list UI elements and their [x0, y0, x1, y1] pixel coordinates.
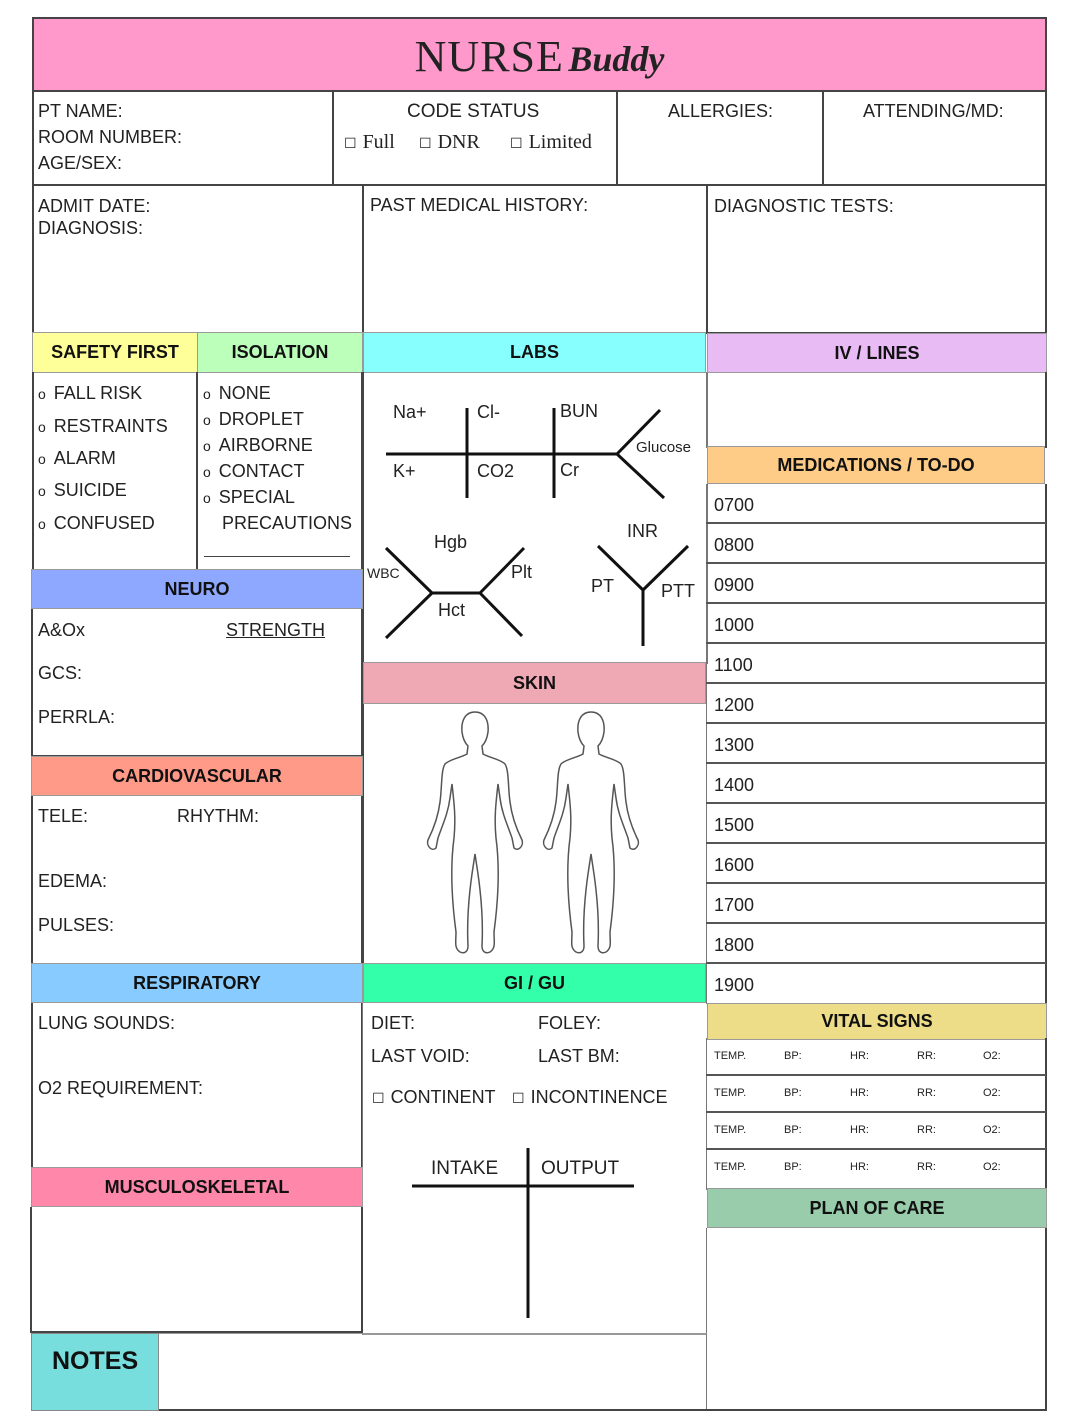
cardio-header: CARDIOVASCULAR [31, 756, 363, 796]
plan-box[interactable] [706, 1228, 1047, 1411]
vitals-row[interactable]: TEMP. BP: HR: RR: O2: [714, 1161, 1001, 1173]
lab-bun: BUN [560, 401, 599, 421]
cardio-edema-label: EDEMA: [38, 871, 108, 891]
isolation-item[interactable]: o AIRBORNE [203, 435, 313, 455]
neuro-strength-label: STRENGTH [226, 620, 325, 640]
attending-label: ATTENDING/MD: [863, 101, 1004, 121]
med-time-row[interactable]: 1200 [706, 684, 1046, 724]
neuro-gcs-label: GCS: [38, 663, 83, 683]
output-label: OUTPUT [541, 1158, 620, 1179]
isolation-item[interactable]: o DROPLET [203, 409, 304, 429]
isolation-header: ISOLATION [197, 332, 363, 373]
plan-header: PLAN OF CARE [707, 1188, 1047, 1228]
cbc-line [480, 593, 522, 636]
med-time-row[interactable]: 1900 [714, 975, 755, 995]
vitals-row[interactable]: TEMP. BP: HR: RR: O2: [706, 1076, 1046, 1113]
vitals-row[interactable]: TEMP. BP: HR: RR: O2: [706, 1039, 1046, 1076]
med-time-row[interactable]: 0700 [706, 484, 1046, 524]
vitals-row[interactable]: TEMP. BP: HR: RR: O2: [706, 1113, 1046, 1150]
pmh-label: PAST MEDICAL HISTORY: [370, 195, 589, 215]
isolation-extra: PRECAUTIONS [222, 513, 353, 533]
safety-divider [196, 372, 198, 570]
intake-output-chart [362, 1140, 707, 1330]
lab-pt: PT [591, 576, 615, 596]
cardio-tele-label: TELE: [38, 806, 89, 826]
lab-wbc: WBC [367, 565, 400, 581]
iv-box[interactable] [706, 372, 1047, 448]
lab-hct: Hct [438, 600, 465, 620]
title-banner [32, 17, 1047, 92]
notes-box[interactable] [159, 1333, 707, 1411]
med-time-row[interactable]: 0800 [706, 524, 1046, 564]
neuro-perrla-label: PERRLA: [38, 707, 116, 727]
meds-header: MEDICATIONS / TO-DO [707, 446, 1045, 484]
body-figure-back[interactable] [536, 706, 646, 960]
title-script: Buddy [568, 39, 665, 79]
resp-o2-label: O2 REQUIREMENT: [38, 1078, 204, 1098]
allergies-label: ALLERGIES: [668, 101, 774, 121]
iv-header: IV / LINES [707, 333, 1047, 373]
lab-k: K+ [393, 461, 416, 481]
safety-item[interactable]: o ALARM [38, 448, 116, 468]
safety-header: SAFETY FIRST [32, 332, 198, 373]
gi-continent-option[interactable]: ☐ CONTINENT [372, 1087, 496, 1107]
code-status-label: CODE STATUS [407, 101, 540, 122]
safety-item[interactable]: o RESTRAINTS [38, 416, 168, 436]
cardio-rhythm-label: RHYTHM: [177, 806, 259, 826]
med-time-row[interactable]: 0900 [706, 564, 1046, 604]
room-number-label: ROOM NUMBER: [38, 127, 182, 147]
gi-last-bm-label: LAST BM: [538, 1046, 620, 1066]
notes-title: NOTES [52, 1347, 139, 1375]
gi-header: GI / GU [363, 963, 706, 1003]
code-option-full[interactable]: ☐ Full [344, 131, 395, 153]
diagnosis-label: DIAGNOSIS: [38, 218, 144, 238]
med-time-row[interactable]: 1000 [706, 604, 1046, 644]
notes-header [31, 1333, 159, 1411]
age-sex-label: AGE/SEX: [38, 153, 123, 173]
lab-na: Na+ [393, 402, 427, 422]
safety-item[interactable]: o FALL RISK [38, 383, 143, 403]
neuro-header: NEURO [31, 569, 363, 609]
msk-header: MUSCULOSKELETAL [31, 1167, 363, 1207]
title-main: NURSE [414, 32, 564, 81]
med-time-row[interactable]: 1600 [706, 844, 1046, 884]
gi-last-void-label: LAST VOID: [371, 1046, 470, 1066]
med-time-row[interactable]: 1400 [706, 764, 1046, 804]
isolation-item[interactable]: o NONE [203, 383, 271, 403]
lab-ptt: PTT [661, 581, 695, 601]
diagnostic-tests-label: DIAGNOSTIC TESTS: [714, 196, 894, 216]
vitals-header: VITAL SIGNS [707, 1003, 1047, 1040]
resp-header: RESPIRATORY [31, 963, 363, 1003]
med-time-row[interactable]: 1300 [706, 724, 1046, 764]
intake-label: INTAKE [431, 1158, 499, 1179]
lab-cr: Cr [560, 460, 579, 480]
code-option-dnr[interactable]: ☐ DNR [419, 131, 480, 153]
safety-item[interactable]: o SUICIDE [38, 480, 127, 500]
lab-hgb: Hgb [434, 532, 468, 552]
lab-inr: INR [627, 521, 658, 541]
med-time-row[interactable]: 1100 [706, 644, 1046, 684]
pt-name-label: PT NAME: [38, 101, 123, 121]
body-figure-front[interactable] [420, 706, 530, 960]
med-time-row[interactable]: 1700 [706, 884, 1046, 924]
skin-header: SKIN [363, 662, 706, 704]
gi-diet-label: DIET: [371, 1013, 416, 1033]
bmp-line [617, 454, 664, 498]
med-time-row[interactable]: 1500 [706, 804, 1046, 844]
labs-header: LABS [363, 332, 706, 373]
isolation-item[interactable]: o CONTACT [203, 461, 305, 481]
lab-glucose: Glucose [636, 439, 692, 456]
cbc-line [386, 593, 432, 638]
med-time-row[interactable]: 1800 [706, 924, 1046, 964]
admit-date-label: ADMIT DATE: [38, 196, 151, 216]
lab-cl: Cl- [477, 402, 500, 422]
neuro-aox-label: A&Ox [38, 620, 86, 640]
skin-box [362, 704, 707, 964]
lab-plt: Plt [511, 562, 533, 582]
gi-foley-label: FOLEY: [538, 1013, 602, 1033]
safety-item[interactable]: o CONFUSED [38, 513, 155, 533]
isolation-item[interactable]: o SPECIAL [203, 487, 295, 507]
precautions-line[interactable] [204, 556, 350, 557]
cardio-pulses-label: PULSES: [38, 915, 115, 935]
code-option-limited[interactable]: ☐ Limited [510, 131, 592, 153]
lab-co2: CO2 [477, 461, 515, 481]
resp-lung-label: LUNG SOUNDS: [38, 1013, 176, 1033]
msk-box[interactable] [30, 1207, 363, 1333]
gi-incontinence-option[interactable]: ☐ INCONTINENCE [512, 1087, 668, 1107]
